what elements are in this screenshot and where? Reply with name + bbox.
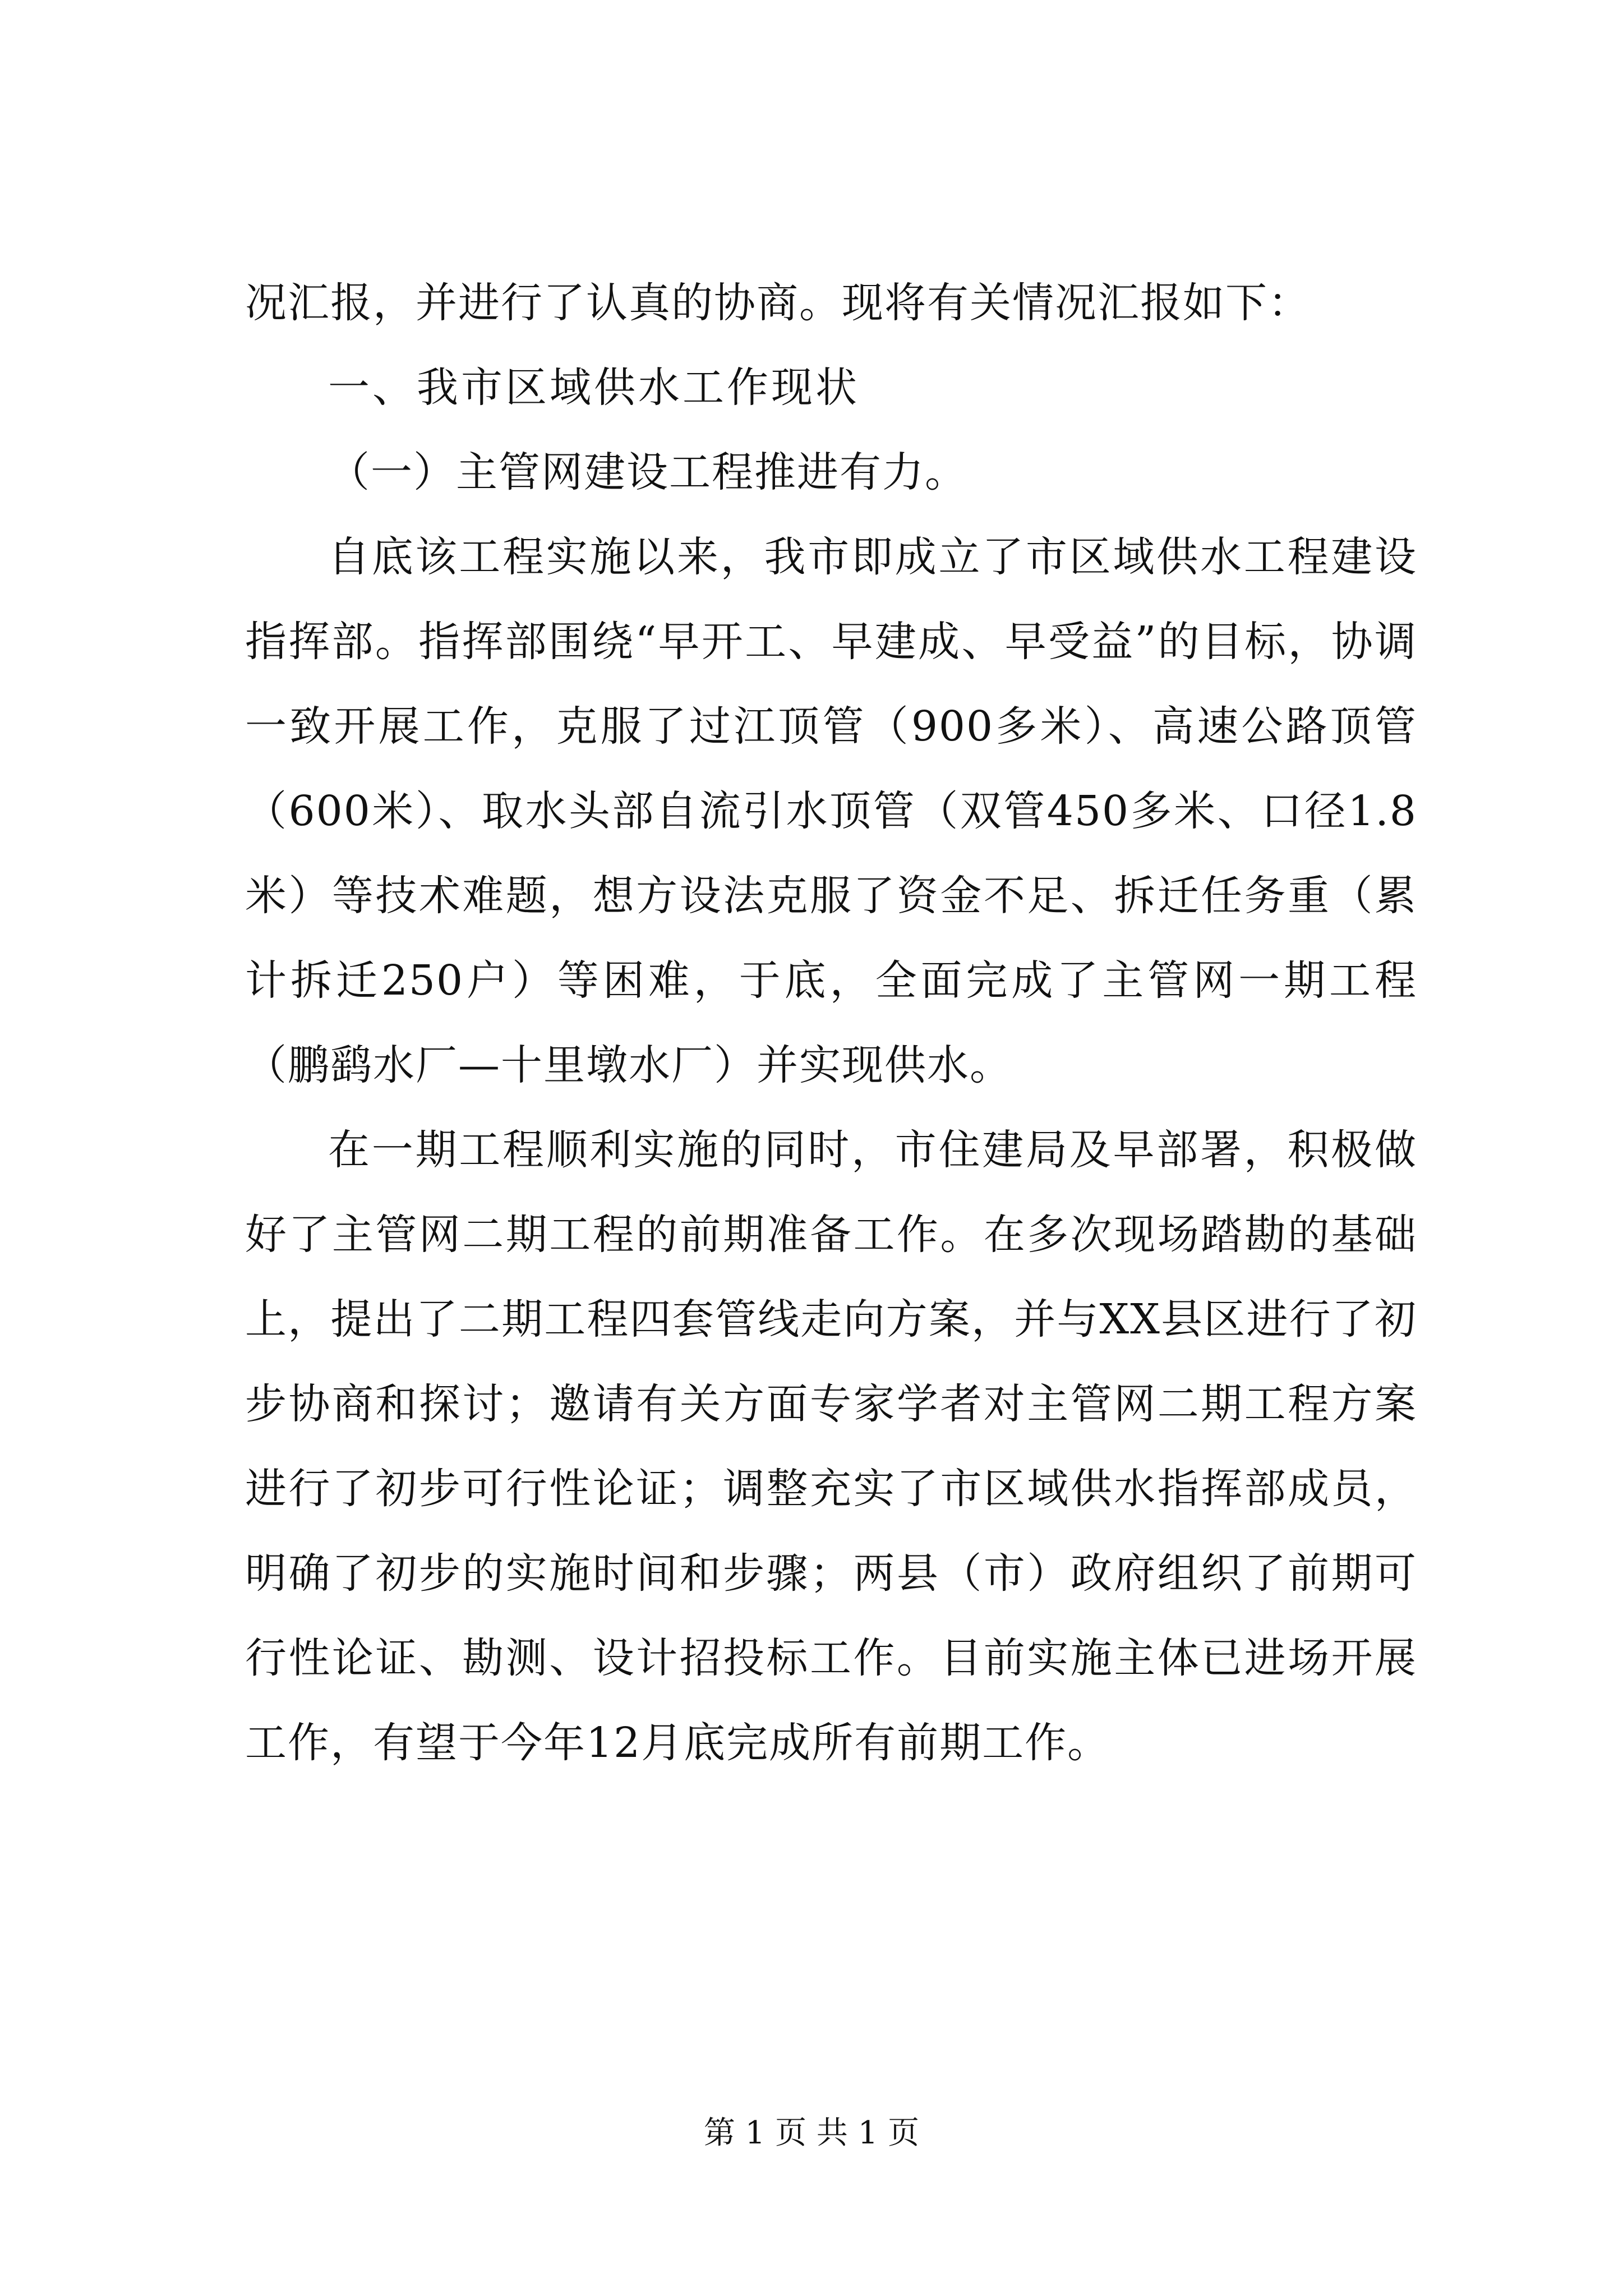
section-heading: 一、我市区域供水工作现状	[328, 364, 860, 412]
subsection-heading: （一）主管网建设工程推进有力。	[328, 448, 967, 496]
paragraph-phase-one: 自底该工程实施以来，我市即成立了市区域供水工程建设指挥部。指挥部围绕“早开工、早建成、早受益”的目标，协调一致开展工作，克服了过江顶管（900多米）、高速公路顶管（600米）、取水头部自流引水顶管（双管450多米、口径1.8米）等技术难题，想方设法克服了资金不足、拆迁任务重（累计拆迁250户）等困难，于底，全面完成了主管网一期工程（鹏鹞水厂—十里墩水厂）并实现供水。	[245, 533, 1417, 1089]
document-body	[245, 261, 1417, 1786]
paragraph-continuation: 况汇报，并进行了认真的协商。现将有关情况汇报如下：	[245, 279, 1311, 327]
paragraph-phase-two: 在一期工程顺利实施的同时，市住建局及早部署，积极做好了主管网二期工程的前期准备工作。在多次现场踏勘的基础上，提出了二期工程四套管线走向方案，并与XX县区进行了初步协商和探讨；邀请有关方面专家学者对主管网二期工程方案进行了初步可行性论证；调整充实了市区域供水指挥部成员，明确了初步的实施时间和步骤；两县（市）政府组织了前期可行性论证、勘测、设计招投标工作。目前实施主体已进场开展工作，有望于今年12月底完成所有前期工作。	[245, 1126, 1417, 1767]
page-footer: 第 1 页 共 1 页	[703, 2115, 920, 2151]
